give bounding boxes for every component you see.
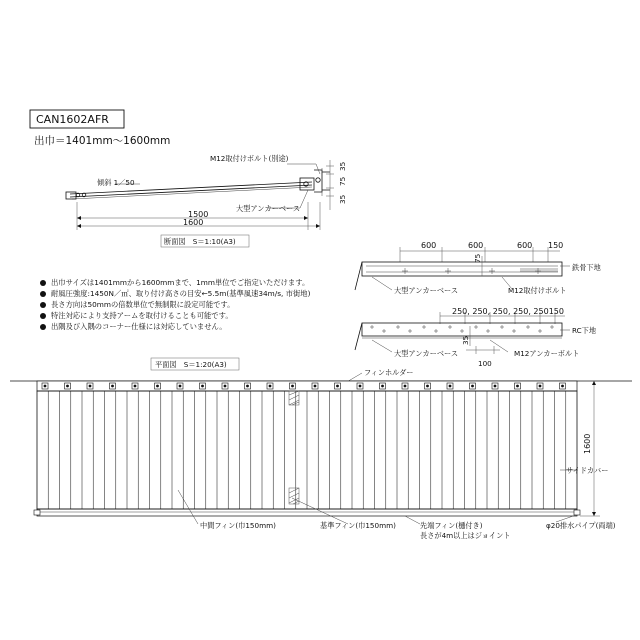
holder-bolt (359, 385, 362, 388)
holder-bolt (561, 385, 564, 388)
side-cover-label: サイドカバー (566, 466, 609, 475)
holder-bolt (44, 385, 47, 388)
rc-ground-label: RC下地 (572, 326, 597, 335)
steel-vert-dim: 75 (473, 253, 482, 263)
width-range: 出巾＝1401mm～1600mm (34, 135, 171, 147)
bullet-icon (40, 280, 46, 286)
bullet-icon (40, 324, 46, 330)
note-item: 特注対応により支持アームを取付けることも可能です。 (40, 310, 310, 321)
model-name: CAN1602AFR (36, 113, 109, 126)
spec-notes (40, 277, 310, 332)
steel-dim-3: 600 (517, 241, 533, 250)
bullet-icon (40, 302, 46, 308)
rc-vert-dim: 35 (461, 335, 470, 345)
fin-holder-label: フィンホルダー (364, 368, 414, 377)
note-item: 耐風圧強度:1450N／㎡、取り付け高さの目安←5.5m(基準風速34m/s, 市街地) (40, 288, 310, 299)
holder-bolt (336, 385, 339, 388)
bullet-icon (40, 291, 46, 297)
holder-bolt (201, 385, 204, 388)
plan-caption: 平面図 S＝1:20(A3) (155, 360, 227, 369)
holder-bolt (449, 385, 452, 388)
holder-bolt (156, 385, 159, 388)
holder-bolt (111, 385, 114, 388)
joint-label: 長さが4m以上はジョイント (420, 531, 511, 540)
plan-view (10, 381, 632, 524)
section-caption: 断面図 S＝1:10(A3) (164, 237, 236, 246)
dim-35-bottom: 35 (338, 194, 347, 204)
rc-bolt-label: M12アンカーボルト (514, 349, 580, 358)
holder-bolt (494, 385, 497, 388)
holder-bolt (539, 385, 542, 388)
steel-bolt-label: M12取付けボルト (508, 286, 567, 295)
holder-bolt (224, 385, 227, 388)
bullet-icon (40, 313, 46, 319)
dim-75: 75 (338, 176, 347, 186)
drain-pipe-label: φ20排水パイプ(両端) (546, 521, 616, 530)
steel-dim-4: 150 (548, 241, 564, 250)
holder-bolt (404, 385, 407, 388)
holder-bolt (246, 385, 249, 388)
bolt-label: M12取付けボルト(別途) (210, 154, 289, 163)
steel-dim-1: 600 (421, 241, 437, 250)
plan-dim-1600: 1600 (583, 433, 592, 454)
rc-bottom-dim: 100 (478, 359, 492, 368)
holder-bolt (89, 385, 92, 388)
rc-base-label: 大型アンカーベース (394, 349, 459, 358)
dim-1600: 1600 (183, 218, 204, 227)
rc-dims: 250, 250, 250, 250, 250150 (452, 307, 564, 316)
holder-bolt (134, 385, 137, 388)
holder-bolt (269, 385, 272, 388)
steel-base-label: 大型アンカーベース (394, 286, 459, 295)
dim-35-top: 35 (338, 161, 347, 171)
holder-bolt (314, 385, 317, 388)
holder-bolt (426, 385, 429, 388)
holder-bolt (516, 385, 519, 388)
dim-1500: 1500 (188, 210, 209, 219)
note-item: 長さ方向は50mmの倍数単位で無制限に設定可能です。 (40, 299, 310, 310)
base-fin-label: 基準フィン(巾150mm) (320, 521, 396, 530)
slope-label: 傾斜 1／50 (97, 178, 135, 187)
holder-bolt (471, 385, 474, 388)
middle-fin-label: 中間フィン(巾150mm) (200, 521, 276, 530)
end-fin-label: 先端フィン(樋付き) (420, 521, 483, 530)
holder-bolt (179, 385, 182, 388)
note-item: 出隅及び入隅のコーナー仕様には対応していません。 (40, 321, 310, 332)
note-item: 出巾サイズは1401mmから1600mmまで、1mm単位でご指定いただけます。 (40, 277, 310, 288)
base-label: 大型アンカーベース (236, 204, 301, 213)
steel-dim-2: 600 (468, 241, 484, 250)
holder-bolt (381, 385, 384, 388)
holder-bolt (66, 385, 69, 388)
fins (48, 391, 566, 509)
steel-ground-label: 鉄骨下地 (572, 263, 601, 272)
steel-detail (355, 247, 570, 290)
rc-detail (355, 312, 570, 354)
holder-bolt (291, 385, 294, 388)
